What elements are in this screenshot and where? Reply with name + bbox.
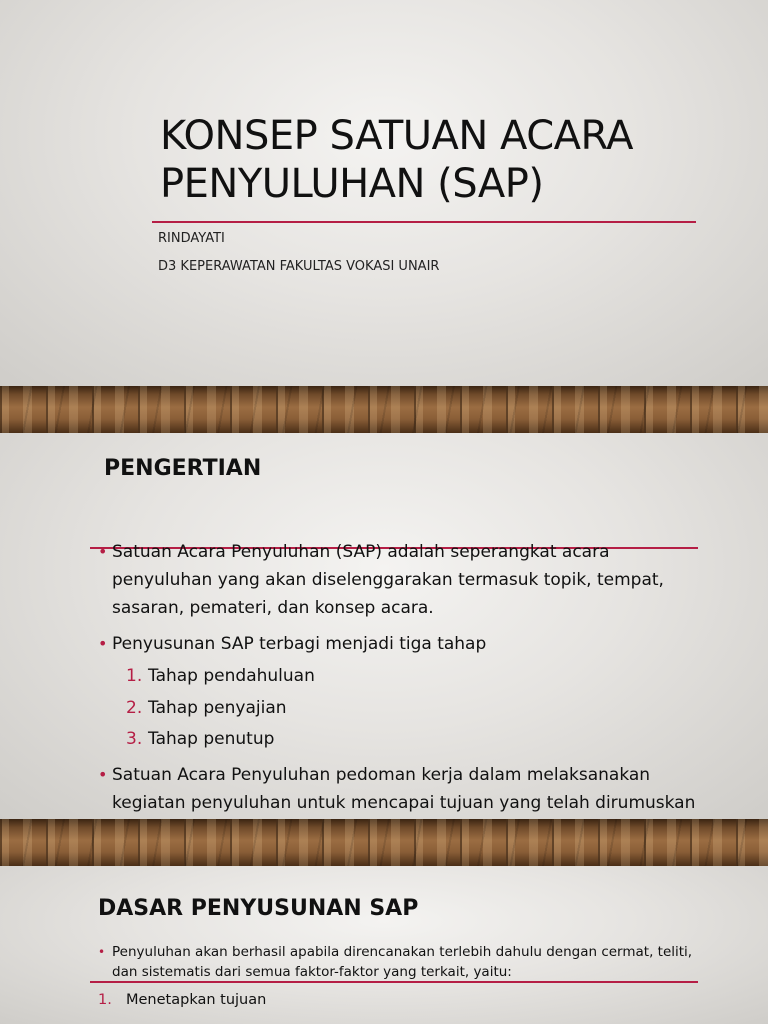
author-name: RINDAYATI: [158, 231, 225, 246]
slide3-divider: [90, 981, 698, 983]
step-text: Tahap penutup: [148, 729, 275, 749]
bullet-text: Penyusunan SAP terbagi menjadi tiga tahap: [112, 634, 487, 654]
wood-floor-2: [0, 819, 768, 866]
slide3-heading: DASAR PENYUSUNAN SAP: [98, 896, 419, 921]
step-text: Tahap pendahuluan: [148, 666, 315, 686]
bullet-stages: [98, 630, 698, 658]
slide3-bullet: [98, 942, 698, 982]
bullet-text: Satuan Acara Penyuluhan (SAP) adalah seperangkat acara penyuluhan yang akan diselenggarakan termasuk topik, tempat, sasaran, pemateri, dan konsep acara.: [112, 542, 664, 618]
slide2-heading: PENGERTIAN: [104, 456, 262, 481]
step-number: 2.: [126, 698, 143, 718]
bullet-text: Penyuluhan akan berhasil apabila direncanakan terlebih dahulu dengan cermat, teliti, dan sistematis dari semua faktor-faktor yang terkait, yaitu:: [112, 944, 693, 980]
item-text: Menetapkan tujuan: [126, 992, 267, 1008]
step-item-3: [126, 725, 274, 753]
title-line-1: KONSEP SATUAN ACARA: [160, 113, 634, 159]
slide3-item-1: [98, 990, 266, 1010]
slide-title: [0, 0, 768, 386]
item-number: 1.: [98, 992, 112, 1008]
bullet-guideline: [98, 761, 698, 817]
bullet-dot: •: [98, 634, 108, 653]
step-item-1: [126, 662, 315, 690]
step-text: Tahap penyajian: [148, 698, 287, 718]
bullet-definition: [98, 538, 698, 622]
bullet-dot: •: [98, 765, 108, 784]
title-divider: [152, 221, 696, 223]
bullet-text: Satuan Acara Penyuluhan pedoman kerja dalam melaksanakan kegiatan penyuluhan untuk mencapai tujuan yang telah dirumuskan: [112, 765, 696, 813]
title-line-2: PENYULUHAN (SAP): [160, 161, 544, 207]
step-number: 3.: [126, 729, 143, 749]
step-item-2: [126, 694, 287, 722]
affiliation: D3 KEPERAWATAN FAKULTAS VOKASI UNAIR: [158, 259, 440, 274]
step-number: 1.: [126, 666, 143, 686]
bullet-dot: •: [98, 542, 108, 561]
slide-title-heading: [160, 112, 720, 208]
bullet-dot: •: [98, 945, 106, 959]
wood-floor-1: [0, 386, 768, 433]
